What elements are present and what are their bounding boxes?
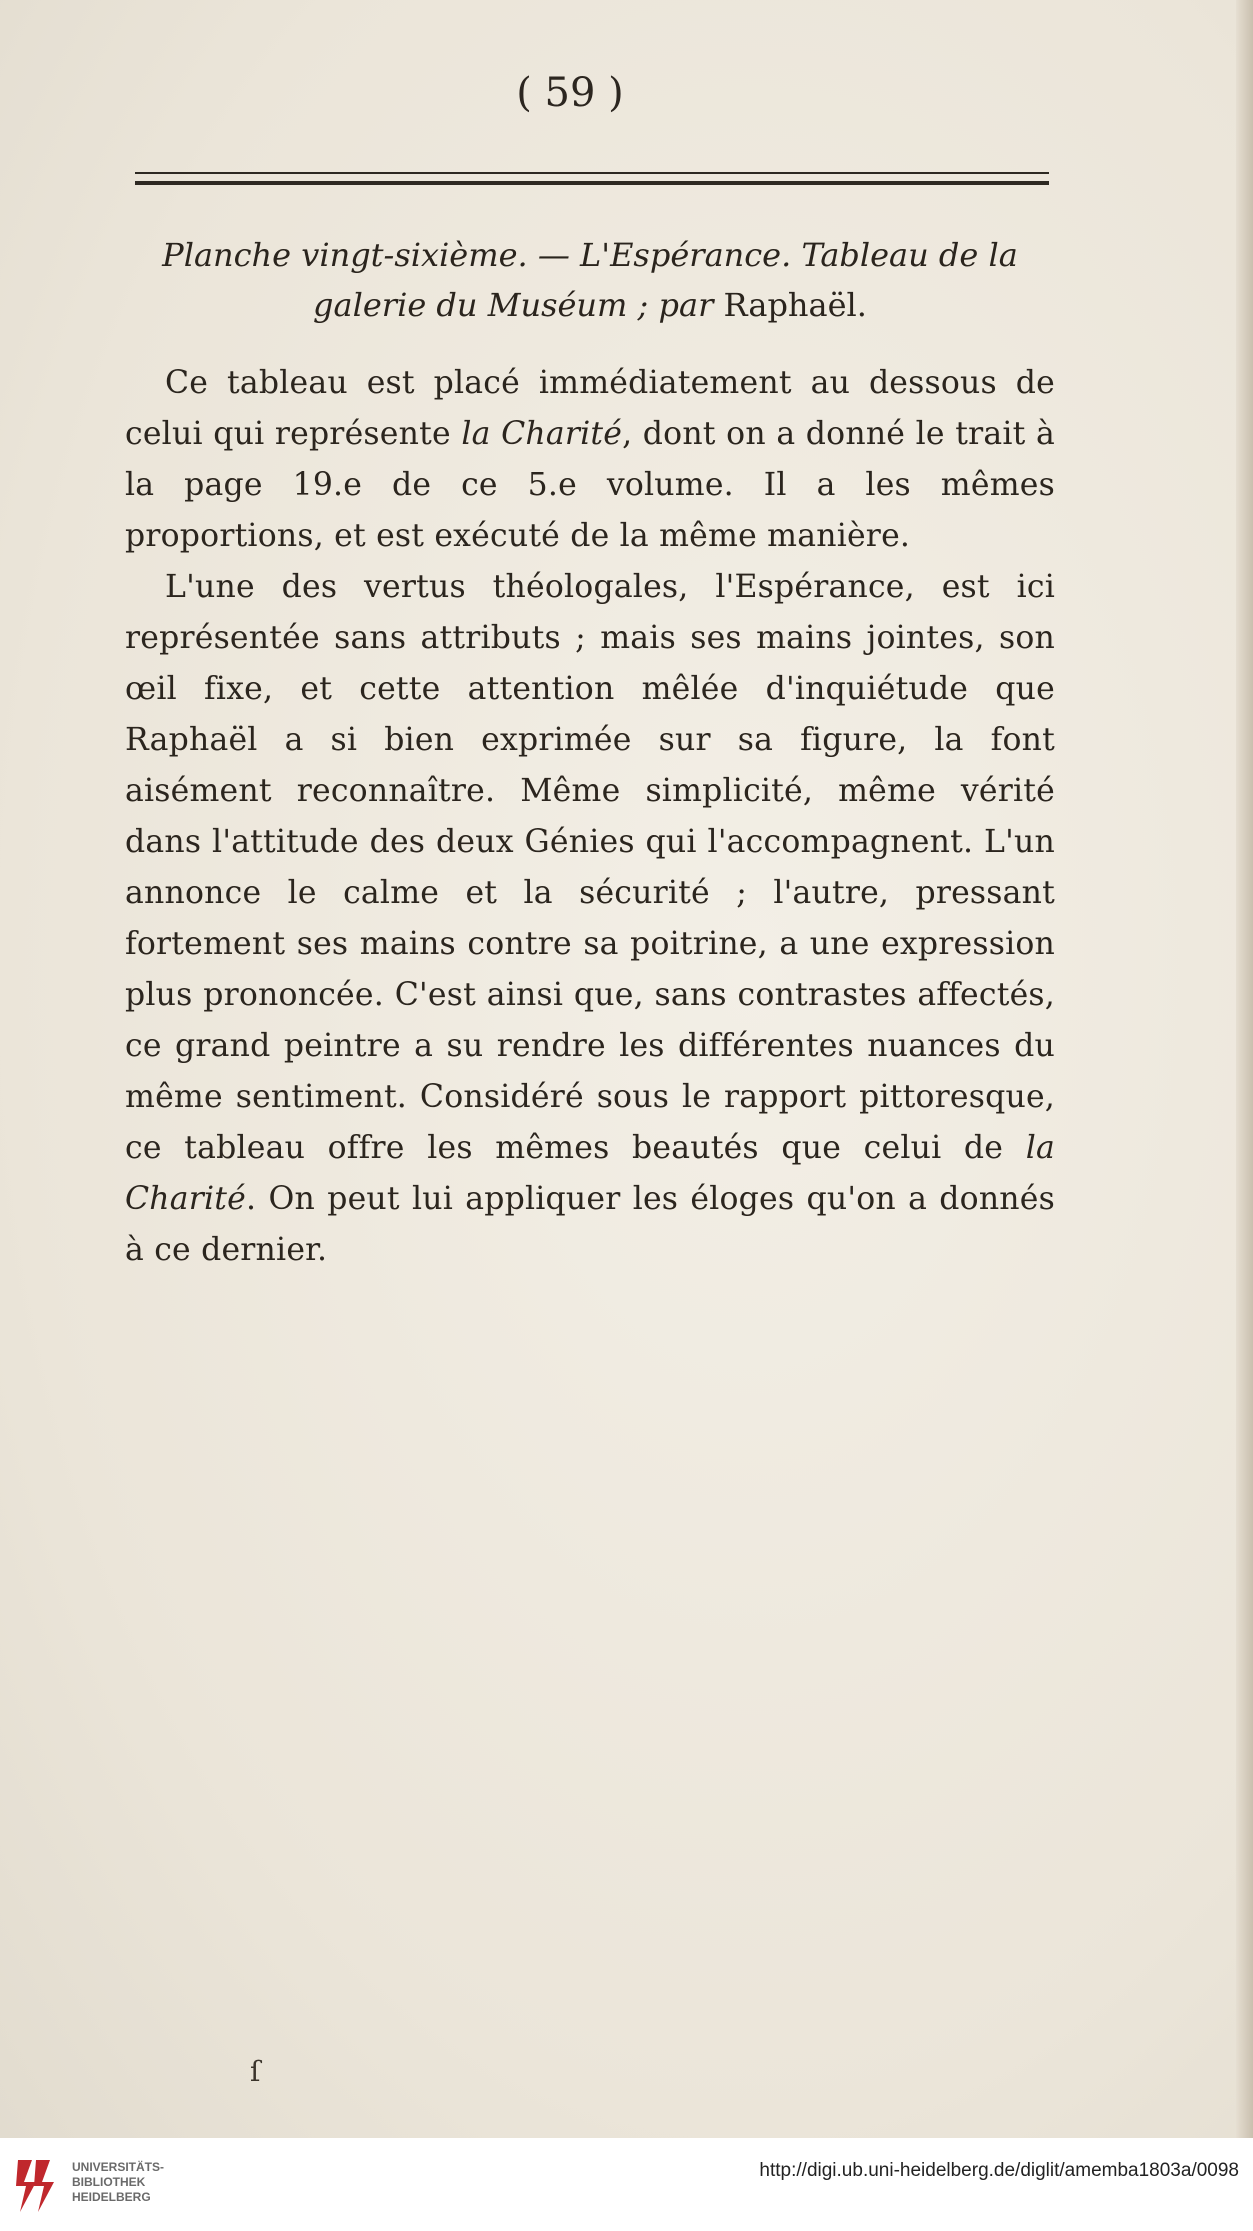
paragraph-1 bbox=[125, 358, 1055, 562]
paragraph-1-text-a: Ce tableau est placé immédiatement au dessous de celui qui représente bbox=[125, 365, 1055, 452]
logo-line-3: HEIDELBERG bbox=[72, 2190, 151, 2204]
paragraph-1-text-b: , dont on a donné le trait à la page 19.e de ce 5.e volume. Il a les mêmes proportions, et est exécuté de la même manière. bbox=[125, 416, 1055, 554]
heading-roman: Raphaël. bbox=[723, 286, 867, 324]
paragraph-2-italic: la Charité bbox=[125, 1130, 1055, 1217]
logo-line-1: UNIVERSITÄTS- bbox=[72, 2160, 165, 2174]
paragraph-2 bbox=[125, 562, 1055, 1276]
body-text bbox=[125, 358, 1055, 1276]
logo-line-2: BIBLIOTHEK bbox=[72, 2175, 146, 2189]
paragraph-2-text-b: . On peut lui appliquer les éloges qu'on a donnés à ce dernier. bbox=[125, 1181, 1055, 1268]
page-edge bbox=[1236, 0, 1253, 2138]
library-logo-icon bbox=[14, 2152, 58, 2218]
source-url[interactable]: http://digi.ub.uni-heidelberg.de/diglit/amemba1803a/0098 bbox=[759, 2160, 1239, 2181]
paragraph-2-text-a: L'une des vertus théologales, l'Espérance, est ici représentée sans attributs ; mais ses mains jointes, son œil fixe, et cette attention mêlée d'inquiétude que Raphaël a si bien exprimée sur sa figure, la font aisément reconnaître. Même simplicité, même vérité dans l'attitude des deux Génies qui l'accompagnent. L'un annonce le calme et la sécurité ; l'autre, pressant fortement ses mains contre sa poitrine, a une expression plus prononcée. C'est ainsi que, sans contrastes affectés, ce grand peintre a su rendre les différentes nuances du même sentiment. Considéré sous le rapport pittoresque, ce tableau offre les mêmes beautés que celui de bbox=[125, 569, 1055, 1166]
header-rule-thin bbox=[135, 172, 1049, 174]
plate-heading bbox=[125, 230, 1055, 330]
ink-mark: ſ bbox=[250, 2055, 261, 2088]
page-number: ( 59 ) bbox=[516, 70, 624, 116]
paragraph-1-italic: la Charité bbox=[461, 416, 623, 452]
header-rule-thick bbox=[135, 181, 1049, 185]
heading-italic: Planche vingt-sixième. — L'Espérance. Tableau de la galerie du Muséum ; par bbox=[162, 236, 1018, 324]
library-logo-text bbox=[72, 2160, 164, 2205]
footer-bar bbox=[0, 2138, 1253, 2231]
